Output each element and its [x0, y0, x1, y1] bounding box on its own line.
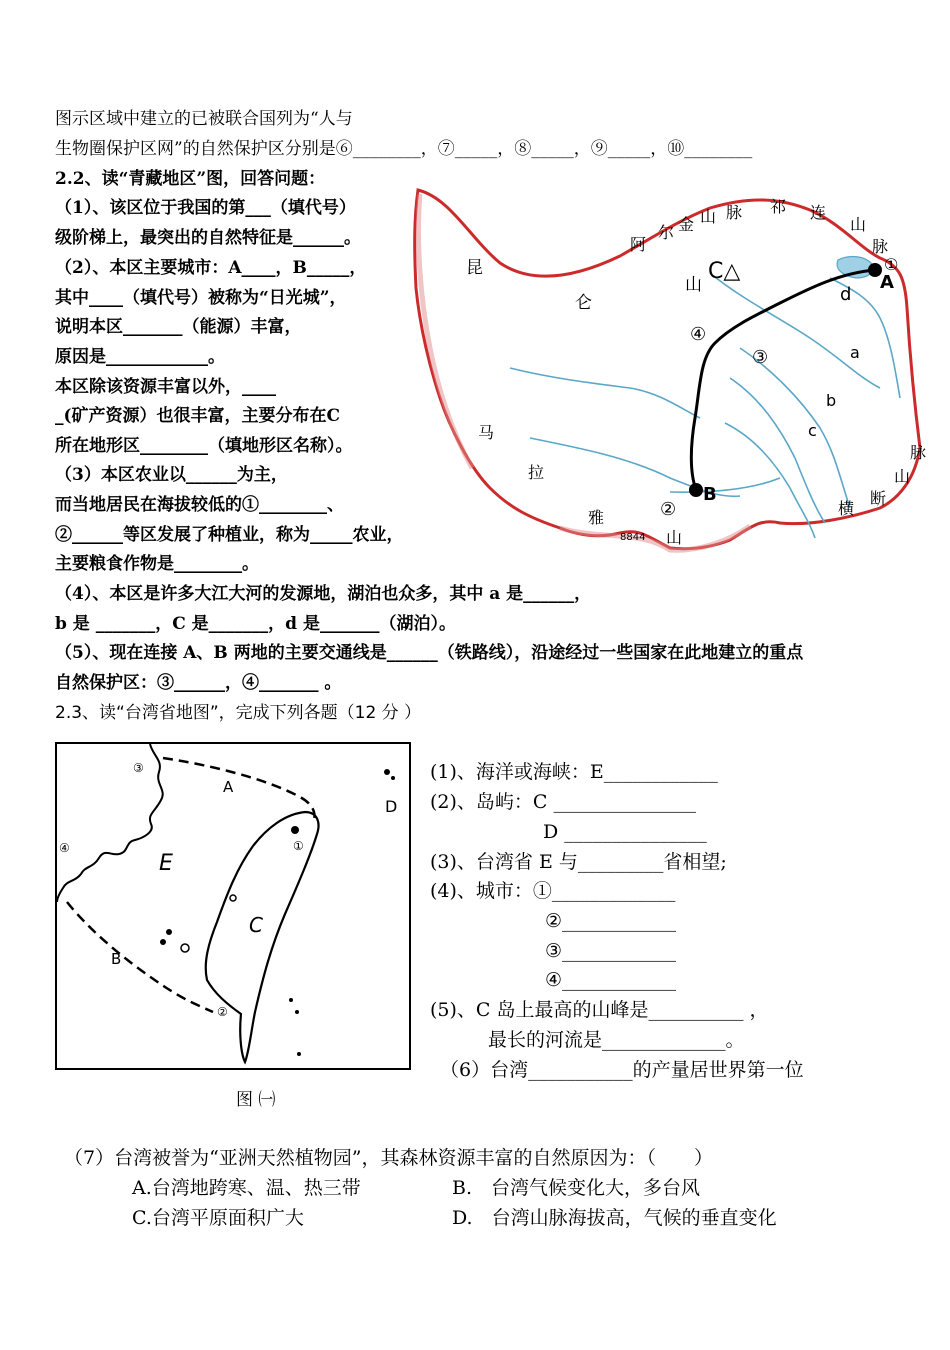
- q23-question: (5)、C 岛上最高的山峰是__________ ，: [430, 999, 769, 1021]
- option-a: A.台湾地跨寒、温、热三带: [132, 1177, 361, 1199]
- q23-question: (3)、台湾省 E 与_________省相望;: [430, 851, 727, 873]
- q22-line: （1）、该区位于我国的第___（填代号）: [55, 198, 356, 218]
- map1-label: 山: [666, 528, 683, 547]
- q22-line: 本区除该资源丰富以外，____: [55, 377, 276, 397]
- q22-line: ②______等区发展了种植业，称为_____农业，: [55, 525, 404, 545]
- q22-line: 原因是____________。: [55, 347, 225, 367]
- map1-river-c: c: [808, 421, 817, 440]
- map1-a-label: A: [880, 272, 894, 293]
- q22-line: 级阶梯上，最突出的自然特征是______。: [55, 228, 361, 248]
- map1-label: 断: [870, 489, 887, 508]
- map2-n1: ①: [293, 839, 304, 853]
- map2-a-label: A: [223, 778, 234, 796]
- map2-e-label: E: [159, 851, 173, 876]
- q22-line: （3）本区农业以______为主，: [55, 465, 288, 485]
- map1-label: 雅: [588, 508, 605, 527]
- city-b-marker: [689, 483, 703, 497]
- map1-label: 山: [850, 215, 867, 234]
- q23-title: 2.3、读“台湾省地图”，完成下列各题（12 分 ）: [55, 703, 422, 723]
- qinghai-tibet-map: [410, 178, 948, 570]
- map1-river-a: a: [850, 343, 860, 362]
- q22-line: 主要粮食作物是________。: [55, 554, 259, 574]
- q23-q7: （7）台湾被誉为“亚洲天然植物园”，其森林资源丰富的自然原因为：（ ）: [64, 1147, 714, 1169]
- map1-label: 连: [810, 203, 827, 222]
- q21-line2: 生物圈保护区网”的自然保护区分别是⑥________，⑦_____，⑧_____，⑨_____，⑩________: [55, 139, 753, 159]
- map2-c-label: C: [249, 913, 263, 937]
- option-d: D. 台湾山脉海拔高，气候的垂直变化: [452, 1207, 777, 1229]
- q23-question: 最长的河流是_____________。: [488, 1029, 745, 1051]
- q21-line1: 图示区域中建立的已被联合国列为“人与: [55, 109, 353, 129]
- option-c: C.台湾平原面积广大: [132, 1207, 304, 1229]
- q22-line: 其中____（填代号）被称为“日光城”，: [55, 288, 347, 308]
- map1-n4: ④: [690, 324, 707, 345]
- map1-n3: ③: [752, 347, 769, 368]
- figure-caption: 图 ㈠: [236, 1090, 276, 1110]
- map2-d-label: D: [385, 797, 398, 816]
- map1-label: 山: [685, 275, 702, 295]
- map2-n4: ④: [59, 841, 70, 855]
- map1-label: 脉: [910, 443, 927, 462]
- map1-lake-d: d: [840, 284, 852, 305]
- q22-line: 自然保护区：③______，④_______ 。: [55, 673, 342, 693]
- q23-question: （6）台湾___________的产量居世界第一位: [440, 1059, 804, 1081]
- q23-question: ②____________: [545, 910, 677, 932]
- q22-line: 所在地形区________（填地形区名称）。: [55, 436, 353, 456]
- q23-question: ④____________: [545, 969, 677, 991]
- q23-question: (2)、岛屿：C _______________: [430, 791, 696, 813]
- q22-line: 说明本区_______（能源）丰富，: [55, 317, 302, 337]
- map1-label: 金: [678, 215, 695, 234]
- map1-peak-label: 8844: [620, 532, 646, 543]
- option-b: B. 台湾气候变化大，多台风: [452, 1177, 701, 1199]
- map2-b-label: B: [111, 950, 122, 968]
- map1-label: 山: [894, 467, 911, 486]
- map1-label: 拉: [528, 463, 545, 482]
- q22-line: （4）、本区是许多大江大河的发源地，湖泊也众多，其中 a 是______，: [55, 584, 592, 604]
- q22-title: 2.2、读“青藏地区”图，回答问题：: [55, 169, 326, 189]
- region-border: [415, 190, 920, 549]
- map1-label: 仑: [575, 293, 592, 313]
- map1-label: 脉: [726, 203, 743, 222]
- map1-label: 祁: [770, 197, 787, 216]
- map1-river-b: b: [826, 391, 837, 410]
- q23-question: D _______________: [543, 821, 707, 843]
- q22-line: （5）、现在连接 A、B 两地的主要交通线是______（铁路线），沿途经过一些国家在此地建立的重点: [55, 643, 804, 663]
- map1-n2: ②: [660, 499, 677, 520]
- map1-label: 脉: [872, 237, 889, 256]
- map1-label: 山: [700, 207, 717, 226]
- map1-label: 阿: [630, 235, 647, 254]
- q23-question: (4)、城市：①_____________: [430, 880, 676, 902]
- map1-label: 尔: [658, 223, 675, 242]
- map1-label: 横: [838, 499, 855, 518]
- taiwan-map: [55, 742, 413, 1072]
- q22-line: （2）、本区主要城市：A____，B_____，: [55, 258, 367, 278]
- map2-n3: ③: [133, 761, 144, 775]
- map1-label: 昆: [466, 258, 483, 278]
- q22-line: b 是 _______，C 是_______，d 是_______（湖泊）。: [55, 614, 456, 634]
- map1-label: 马: [478, 423, 495, 442]
- map1-n1: ①: [884, 255, 899, 274]
- q22-line: _(矿产资源）也很丰富，主要分布在C: [55, 406, 341, 426]
- map1-c-label: C△: [708, 259, 741, 284]
- map2-n2: ②: [217, 1005, 228, 1019]
- q23-question: ③____________: [545, 940, 677, 962]
- map1-b-label: B: [703, 484, 717, 505]
- q22-line: 而当地居民在海拔较低的①________、: [55, 495, 344, 515]
- q23-question: (1)、海洋或海峡：E____________: [430, 761, 718, 783]
